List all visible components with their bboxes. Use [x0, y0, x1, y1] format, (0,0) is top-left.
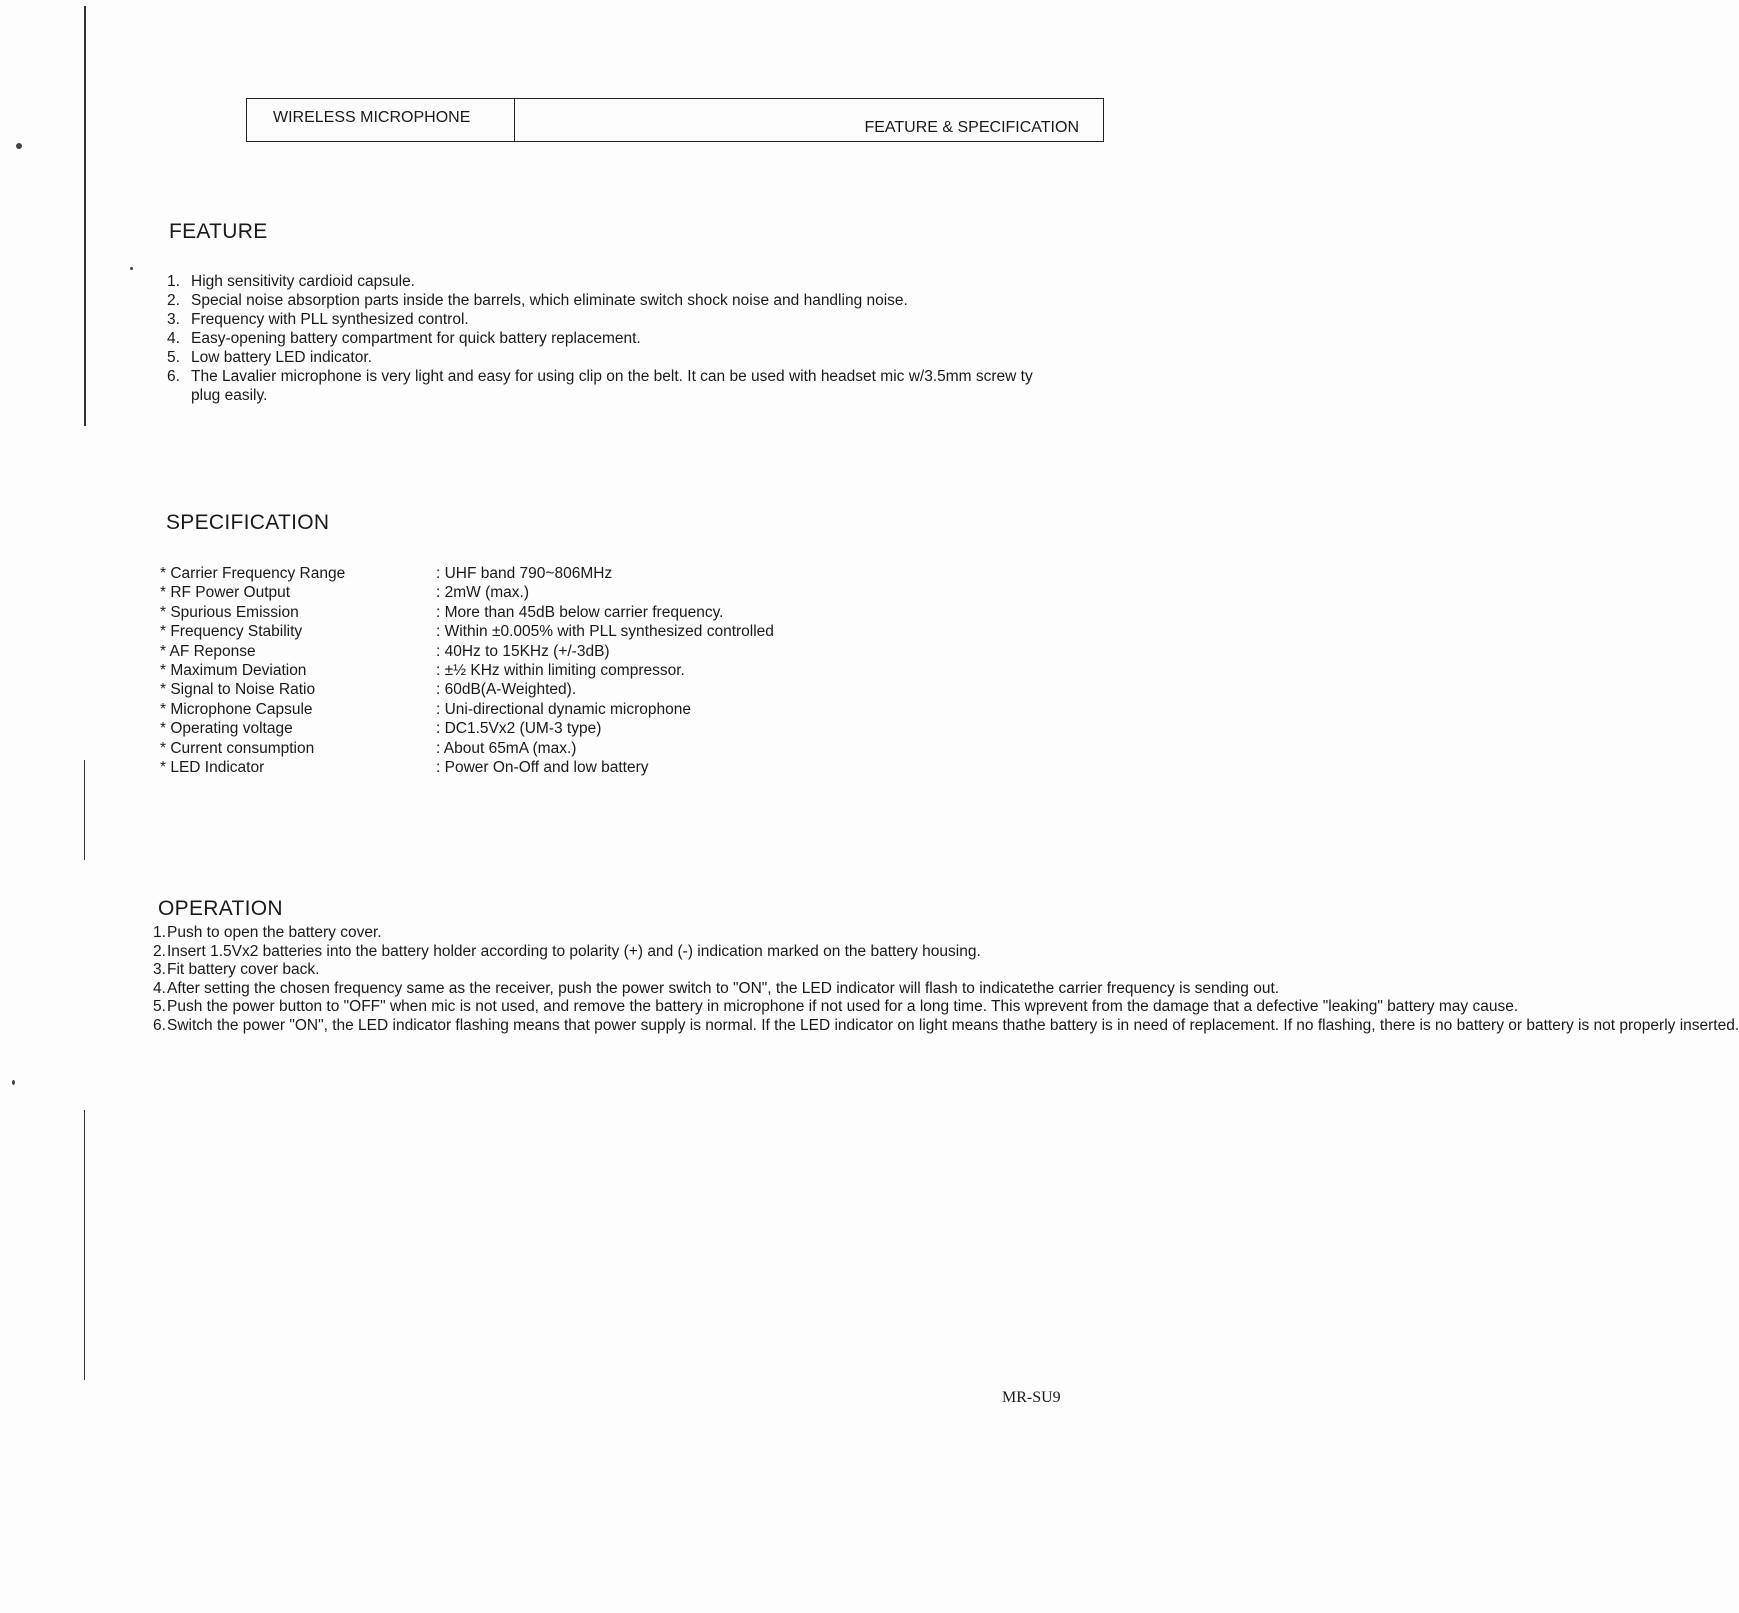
spec-value: : DC1.5Vx2 (UM-3 type) — [436, 720, 602, 738]
feature-item-number: 6. — [167, 368, 180, 385]
document-header — [246, 98, 1104, 142]
operation-heading: OPERATION — [158, 897, 283, 920]
operation-step — [153, 924, 1739, 943]
specification-table — [160, 564, 774, 777]
feature-item — [167, 367, 1033, 405]
operation-step — [153, 980, 1739, 999]
spec-row — [160, 661, 774, 680]
feature-item — [167, 348, 1033, 367]
spec-row — [160, 583, 774, 602]
header-section-name: FEATURE & SPECIFICATION — [864, 119, 1079, 136]
spec-label: * Operating voltage — [160, 720, 293, 738]
scan-speck — [130, 267, 133, 270]
spec-value: : Within ±0.005% with PLL synthesized controlled — [436, 623, 774, 641]
specification-heading: SPECIFICATION — [166, 511, 330, 534]
spec-row — [160, 564, 774, 583]
spec-value: : About 65mA (max.) — [436, 739, 577, 757]
spec-label: * Current consumption — [160, 739, 315, 757]
spec-row — [160, 642, 774, 661]
spec-label: * LED Indicator — [160, 759, 265, 777]
feature-item-text: High sensitivity cardioid capsule. — [191, 273, 415, 290]
spec-row — [160, 719, 774, 738]
operation-step — [153, 961, 1739, 980]
spec-label: * Carrier Frequency Range — [160, 565, 346, 582]
operation-step-text: the battery is in need of replacement. If no flashing, there is no battery or battery is not properly inserted. — [1024, 1016, 1739, 1034]
spec-value: : 2mW (max.) — [436, 584, 529, 602]
spec-row — [160, 758, 774, 777]
feature-item-text: plug easily. — [191, 387, 268, 404]
operation-step-text: the carrier frequency is sending out. — [1032, 979, 1280, 997]
feature-heading: FEATURE — [169, 220, 268, 243]
operation-step — [153, 1017, 1739, 1036]
feature-item — [167, 272, 1033, 291]
header-product-name: WIRELESS MICROPHONE — [247, 99, 515, 141]
spec-value: : Uni-directional dynamic microphone — [436, 700, 692, 718]
scan-edge-line — [84, 760, 85, 860]
operation-step — [153, 998, 1739, 1017]
operation-list — [153, 924, 1739, 1035]
feature-item-text: Special noise absorption parts inside the barrels, which eliminate switch shock noise and handling noise. — [191, 292, 908, 309]
operation-step-number: 3. — [153, 961, 166, 978]
spec-label: * AF Reponse — [160, 642, 256, 660]
spec-row — [160, 622, 774, 641]
feature-item — [167, 310, 1033, 329]
operation-step — [153, 943, 1739, 962]
feature-item-number: 5. — [167, 349, 180, 366]
feature-item-text: Frequency with PLL synthesized control. — [191, 311, 469, 328]
model-code: MR-SU9 — [1002, 1389, 1061, 1406]
operation-step-number: 4. — [153, 979, 166, 997]
spec-value: : 40Hz to 15KHz (+/-3dB) — [436, 642, 610, 660]
spec-row — [160, 700, 774, 719]
scan-speck — [12, 1080, 15, 1085]
feature-item-number: 3. — [167, 311, 180, 328]
scan-speck — [16, 143, 22, 149]
feature-item-number: 4. — [167, 330, 180, 347]
feature-item-number: 1. — [167, 273, 180, 290]
operation-step-text: Switch the power "ON", the LED indicator flashing means that power supply is normal. If the LED indicator on light means tha — [167, 1016, 1025, 1034]
spec-label: * Frequency Stability — [160, 623, 303, 641]
operation-step-number: 6. — [153, 1016, 166, 1034]
spec-value: : UHF band 790~806MHz — [436, 565, 613, 582]
spec-value: : ±½ KHz within limiting compressor. — [436, 662, 685, 680]
scan-edge-line — [84, 1110, 85, 1380]
feature-item-text: Easy-opening battery compartment for quick battery replacement. — [191, 330, 641, 347]
operation-step-text: Push to open the battery cover. — [167, 924, 382, 941]
feature-item — [167, 291, 1033, 310]
spec-row — [160, 680, 774, 699]
spec-row — [160, 603, 774, 622]
operation-step-text: Fit battery cover back. — [167, 961, 320, 978]
operation-step-number: 2. — [153, 942, 166, 960]
scan-edge-line — [84, 6, 86, 426]
spec-label: * Maximum Deviation — [160, 662, 307, 680]
spec-label: * Spurious Emission — [160, 603, 299, 621]
operation-step-text: Insert 1.5Vx2 batteries into the battery holder according to polarity (+) and (-) indication marked on the battery housing. — [167, 942, 981, 960]
spec-label: * Microphone Capsule — [160, 700, 313, 718]
spec-label: * RF Power Output — [160, 584, 291, 602]
operation-step-number: 1. — [153, 924, 166, 941]
operation-step-text: Push the power button to "OFF" when mic is not used, and remove the battery in microphone if not used for a long time. This w — [167, 998, 1036, 1015]
spec-value: : Power On-Off and low battery — [436, 759, 649, 777]
spec-value: : More than 45dB below carrier frequency. — [436, 603, 724, 621]
feature-list — [167, 272, 1033, 405]
feature-item — [167, 329, 1033, 348]
feature-item-text: The Lavalier microphone is very light and easy for using clip on the belt. It can be used with headset mic w/3.5mm screw ty — [191, 368, 1033, 385]
operation-step-text: prevent from the damage that a defective "leaking" battery may cause. — [1035, 998, 1519, 1015]
feature-item-text: Low battery LED indicator. — [191, 349, 372, 366]
operation-step-number: 5. — [153, 998, 166, 1015]
operation-step-text: After setting the chosen frequency same as the receiver, push the power switch to "ON", the LED indicator will flash to indicate — [167, 979, 1033, 997]
spec-label: * Signal to Noise Ratio — [160, 681, 316, 699]
feature-item-number: 2. — [167, 292, 180, 309]
spec-row — [160, 739, 774, 758]
spec-value: : 60dB(A-Weighted). — [436, 681, 577, 699]
